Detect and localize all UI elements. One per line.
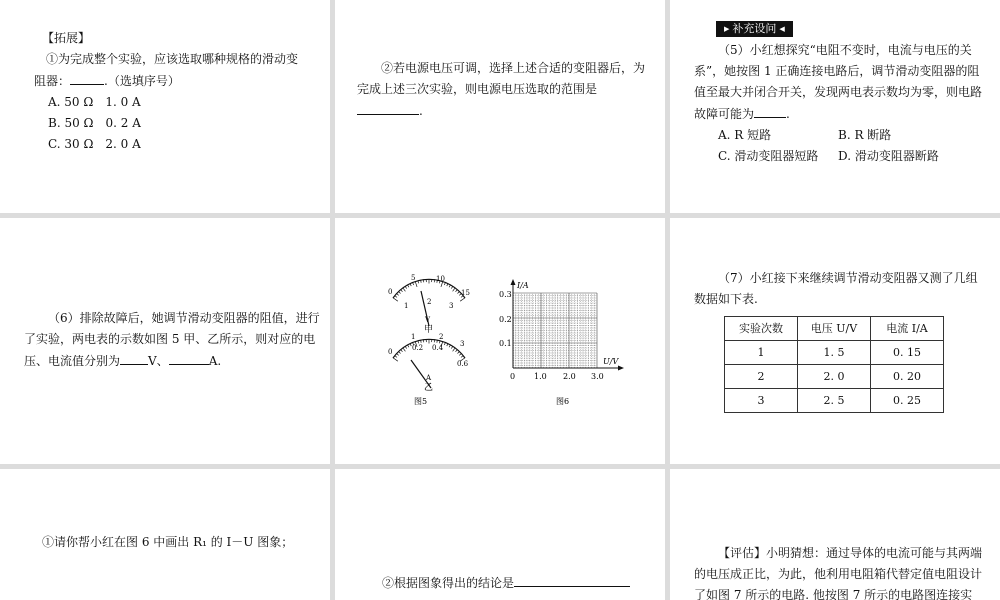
table-header: 实验次数	[725, 317, 798, 341]
iu-graph	[499, 279, 624, 381]
scale-tick	[456, 349, 458, 351]
expand-heading: 【拓展】	[42, 31, 91, 45]
option-c: C. 30 Ω 2. 0 A	[48, 137, 141, 151]
question-line: 的电压成正比，为此，他利用电阻箱代替定值电阻设计	[694, 567, 983, 581]
voltmeter-tick-label: 1	[404, 302, 409, 310]
option-row	[718, 146, 1000, 167]
data-table	[724, 316, 944, 413]
scale-tick	[459, 353, 461, 355]
question-line: （7）小红接下来继续调节滑动变阻器又测了几组	[718, 271, 978, 285]
table-cell: 0. 15	[871, 341, 944, 365]
ammeter-tick-label: 0.6	[457, 360, 469, 368]
current-blank[interactable]	[169, 350, 209, 365]
option-b: B. R 断路	[838, 127, 892, 142]
x-axis-label: U/V	[603, 357, 619, 366]
question-line: .	[357, 100, 665, 122]
panel-draw-graph	[0, 469, 330, 600]
voltmeter-tick-label: 10	[436, 275, 445, 283]
panel-evaluation	[670, 469, 1000, 600]
supplement-tag: ▶ 补充设问 ◀	[716, 18, 1000, 40]
scale-tick	[395, 356, 397, 358]
question-line: ①请你帮小红在图 6 中画出 R₁ 的 I－U 图象；	[42, 535, 294, 549]
y-axis-arrow-icon	[511, 279, 516, 285]
scale-tick	[415, 281, 417, 287]
table-cell: 1	[725, 341, 798, 365]
scale-tick	[395, 296, 397, 298]
triangle-left-icon: ◀	[779, 24, 785, 33]
table-cell: 0. 25	[871, 389, 944, 413]
question-line: ②若电源电压可调，选择上述合适的变阻器后，为	[381, 61, 646, 75]
scale-tick	[393, 298, 398, 301]
question-line: （5）小红想探究“电阻不变时，电流与电压的关	[718, 42, 972, 57]
scale-tick	[460, 298, 465, 301]
x-tick-label: 1.0	[534, 372, 547, 381]
voltmeter-tick-label: 2	[427, 298, 432, 306]
table-cell: 2	[725, 365, 798, 389]
x-axis-arrow-icon	[618, 366, 624, 371]
scale-tick	[403, 288, 406, 292]
scale-tick	[401, 289, 403, 291]
ammeter-tick-label: 1	[411, 333, 416, 341]
question-line: 压、电流值分别为 V、 A.	[24, 350, 330, 372]
x-tick-label: 2.0	[563, 372, 576, 381]
table-header: 电压 U/V	[798, 317, 871, 341]
ammeter-tick-label: 0.2	[412, 344, 424, 352]
scale-tick	[393, 358, 398, 361]
table-cell: 3	[725, 389, 798, 413]
voltage-blank[interactable]	[120, 350, 148, 365]
figure-svg	[335, 218, 665, 464]
y-axis-label: I/A	[517, 281, 529, 290]
ammeter-tick-label: 0	[388, 348, 393, 356]
option-a: A. 50 Ω 1. 0 A	[48, 95, 141, 109]
figure-5-caption: 图5	[414, 397, 428, 406]
y-tick-label: 0.1	[499, 339, 512, 348]
scale-tick	[453, 348, 456, 352]
panel-meter-reading	[0, 218, 330, 464]
question-line: 了实验，两电表的示数如图 5 甲、乙所示，则对应的电	[24, 332, 316, 346]
question-line: 阻器： .（选填序号）	[34, 70, 330, 92]
triangle-right-icon: ▶	[724, 24, 730, 33]
table-row	[725, 389, 944, 413]
question-line: 值至最大并闭合开关，发现两电表示数均为零，则电路	[694, 84, 983, 99]
scale-tick	[456, 289, 458, 291]
scale-tick	[453, 288, 456, 292]
ammeter-tick-label: 3	[460, 340, 465, 348]
table-row	[725, 341, 944, 365]
scale-tick	[398, 291, 400, 293]
ammeter-name: 乙	[424, 383, 434, 393]
x-tick-label: 3.0	[591, 372, 604, 381]
answer-blank[interactable]	[754, 103, 786, 118]
panel-conclusion	[335, 469, 665, 600]
scale-tick	[461, 356, 463, 358]
table-cell: 2. 5	[798, 389, 871, 413]
figure-6-caption: 图6	[556, 397, 570, 406]
panel-figures	[335, 218, 665, 464]
graph-grid	[513, 293, 597, 368]
table-row	[725, 365, 944, 389]
answer-blank[interactable]	[357, 100, 419, 115]
table-cell: 0. 20	[871, 365, 944, 389]
option-b: B. 50 Ω 0. 2 A	[48, 116, 141, 130]
question-line: 数据如下表.	[694, 292, 758, 306]
table-header: 电流 I/A	[871, 317, 944, 341]
question-line: 了如图 7 所示的电路. 他按图 7 所示的电路图连接实	[694, 588, 973, 600]
question-line: 完成上述三次实验，则电源电压选取的范围是	[357, 82, 598, 96]
y-tick-label: 0.3	[499, 290, 512, 299]
scale-tick	[396, 353, 398, 355]
voltmeter-tick-label: 5	[411, 274, 416, 282]
voltmeter-tick-label: 3	[449, 302, 454, 310]
panel-data-table	[670, 218, 1000, 464]
scale-tick	[403, 348, 406, 352]
table-header-row	[725, 317, 944, 341]
voltmeter-unit: V	[425, 316, 431, 324]
scale-tick	[396, 293, 398, 295]
table-cell: 1. 5	[798, 341, 871, 365]
table-cell: 2. 0	[798, 365, 871, 389]
voltmeter-figure	[388, 274, 470, 335]
question-line: ②根据图象得出的结论是	[382, 572, 665, 594]
answer-blank[interactable]	[70, 70, 104, 85]
ammeter-ticks	[393, 339, 465, 361]
voltmeter-tick-label: 0	[388, 288, 393, 296]
question-line: 【评估】小明猜想：通过导体的电流可能与其两端	[718, 546, 983, 560]
panel-expand-question	[0, 0, 330, 213]
voltmeter-tick-label: 15	[461, 289, 470, 297]
panel-supplement-question	[670, 0, 1000, 213]
voltmeter-name: 甲	[424, 325, 434, 335]
option-c: C. 滑动变阻器短路	[718, 148, 819, 163]
scale-tick	[457, 291, 459, 293]
conclusion-blank[interactable]	[514, 572, 630, 587]
y-tick-label: 0.2	[499, 315, 512, 324]
scale-tick	[398, 351, 400, 353]
question-line: 故障可能为 .	[694, 103, 1000, 125]
question-line: （6）排除故障后，她调节滑动变阻器的阻值，进行	[48, 311, 320, 325]
ammeter-tick-label: 0.4	[432, 344, 444, 352]
scale-tick	[457, 351, 459, 353]
ammeter-tick-label: 2	[439, 333, 444, 341]
option-row	[718, 125, 1000, 146]
option-list	[48, 92, 330, 155]
option-d: D. 滑动变阻器断路	[838, 148, 939, 163]
question-line: ①为完成整个实验，应该选取哪种规格的滑动变	[46, 52, 299, 66]
panel-voltage-range	[335, 0, 665, 213]
question-line: 系”，她按图 1 正确连接电路后，调节滑动变阻器的阻	[694, 63, 980, 78]
ammeter-figure	[388, 333, 469, 393]
option-a: A. R 短路	[718, 127, 772, 142]
x-tick-label: 0	[510, 372, 516, 381]
ammeter-unit: A	[426, 374, 432, 382]
scale-tick	[401, 349, 403, 351]
